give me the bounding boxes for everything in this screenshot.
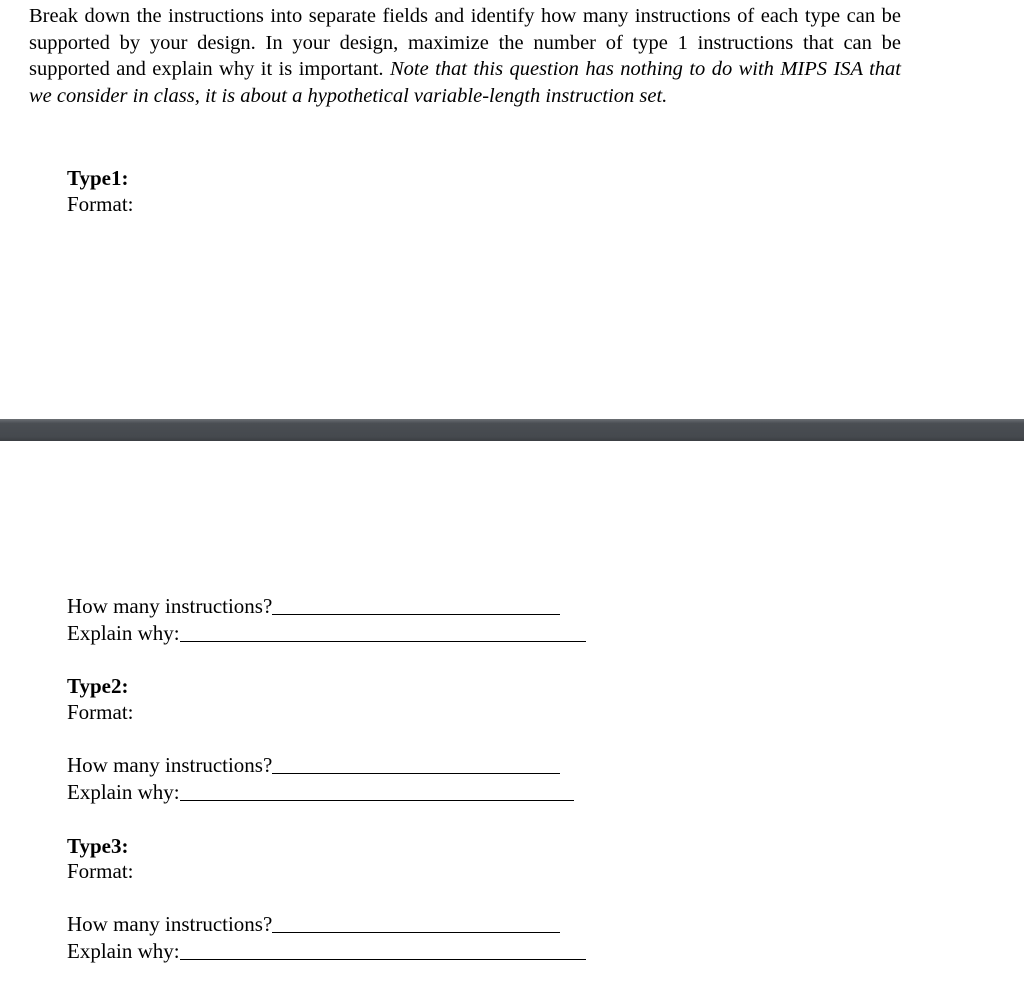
type1-how-many-row <box>67 593 560 619</box>
question-note: Note that this question has nothing to do with MIPS ISA that we consider in class, it is about a hypothetical variable-length instruction set. <box>29 58 901 107</box>
type3-how-many-row <box>67 911 560 937</box>
type2-format-label <box>67 699 134 725</box>
type3-format-label <box>67 858 134 884</box>
type1-heading: Type1: <box>67 166 129 190</box>
page-divider-bar <box>0 419 1024 441</box>
type3-how-many-blank[interactable] <box>272 912 560 933</box>
type3-heading: Type3: <box>67 834 129 858</box>
type3-how-many-label: How many instructions? <box>67 912 273 936</box>
type2-explain-label: Explain why: <box>67 780 180 804</box>
type2-how-many-row <box>67 752 560 778</box>
type2-explain-blank[interactable] <box>180 780 574 801</box>
question-text <box>29 3 901 109</box>
type2-how-many-blank[interactable] <box>272 753 560 774</box>
type1-explain-blank[interactable] <box>180 621 586 642</box>
type3-explain-blank[interactable] <box>180 939 586 960</box>
type1-how-many-label: How many instructions? <box>67 594 273 618</box>
type3-explain-row <box>67 938 586 964</box>
type2-explain-row <box>67 779 574 805</box>
type3-format-text: Format: <box>67 859 134 883</box>
question-instructions: Break down the instructions into separate fields and identify how many instructions of each type can be supported by your design. In your design, maximize the number of type 1 instructions that can be supported and explain why it is important. <box>29 5 901 80</box>
type1-format-text: Format: <box>67 192 134 216</box>
type1-how-many-blank[interactable] <box>272 594 560 615</box>
type1-format-label <box>67 191 134 217</box>
type1-explain-row <box>67 620 586 646</box>
type2-heading: Type2: <box>67 674 129 698</box>
type3-explain-label: Explain why: <box>67 939 180 963</box>
type1-explain-label: Explain why: <box>67 621 180 645</box>
type2-format-text: Format: <box>67 700 134 724</box>
type2-how-many-label: How many instructions? <box>67 753 273 777</box>
